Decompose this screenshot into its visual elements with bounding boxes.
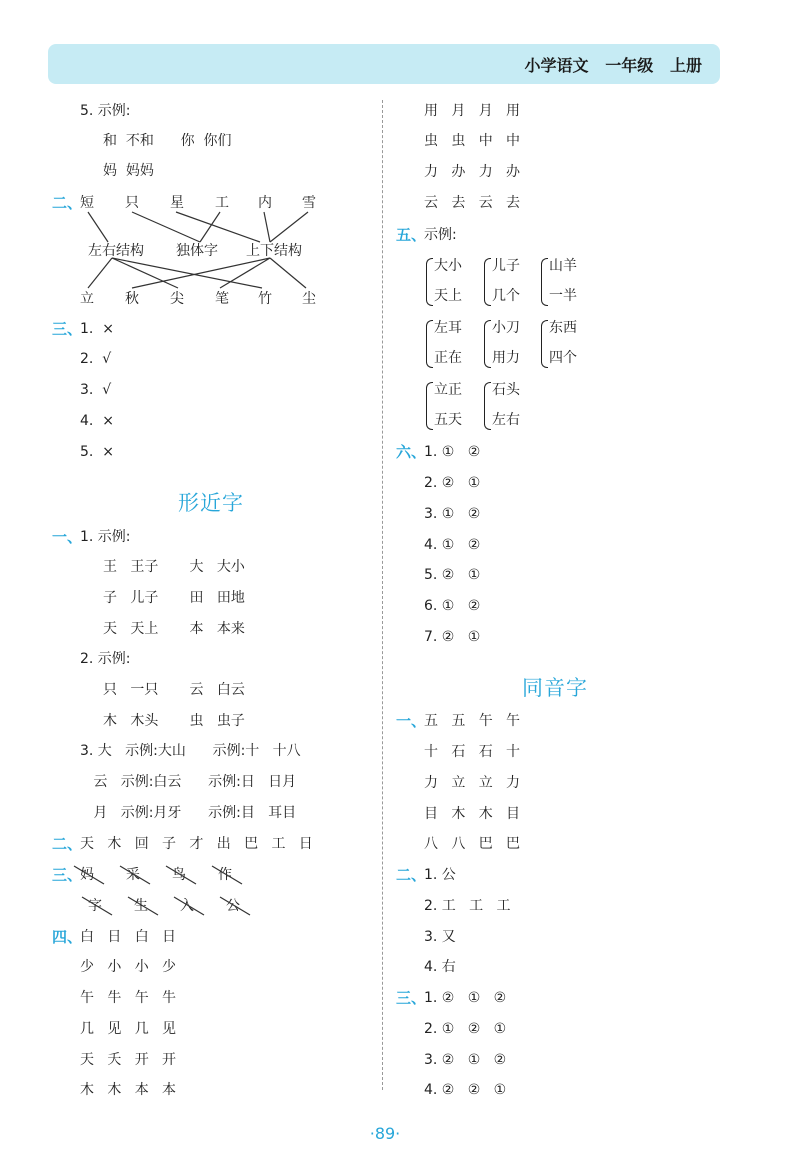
section-marker-er: 二、 — [52, 835, 83, 853]
section-marker-yi: 一、 — [396, 712, 427, 730]
section-title-tongyinzi: 同音字 — [522, 676, 588, 700]
match-top-char: 内 — [258, 195, 272, 211]
answer-row: 少 小 小 少 — [80, 959, 177, 975]
answer-row: 力 办 力 办 — [424, 164, 521, 180]
answer-row: 用 月 月 用 — [424, 103, 521, 119]
word: 儿子 — [492, 258, 520, 274]
match-top-char: 星 — [170, 195, 184, 211]
page-number: ·89· — [369, 1124, 401, 1143]
match-bottom-char: 尖 — [170, 291, 184, 307]
answer-row: 力 立 立 力 — [424, 775, 521, 791]
q1-label: 1. 示例: — [80, 529, 131, 545]
brace — [484, 258, 491, 306]
wu-label: 示例: — [424, 227, 457, 243]
struck-char: 入 — [180, 898, 194, 914]
struck-char: 妈 — [80, 867, 94, 883]
word: 用力 — [492, 350, 520, 366]
example-row: 月 示例:月牙 示例:目 耳目 — [80, 805, 297, 821]
answer-row: 天 木 回 子 才 出 巴 工 日 — [80, 836, 313, 852]
brace — [426, 320, 433, 368]
brace — [541, 320, 548, 368]
match-top-char: 短 — [80, 195, 94, 211]
q2-label: 2. 示例: — [80, 651, 131, 667]
strike-line — [220, 897, 250, 915]
section-marker-yi: 一、 — [52, 528, 83, 546]
word: 天上 — [434, 288, 462, 304]
answer-item: 1. ② ① ② — [424, 990, 507, 1006]
brace — [484, 320, 491, 368]
struck-char: 字 — [88, 898, 102, 914]
answer-item: 6. ① ② — [424, 598, 481, 614]
match-category: 左右结构 — [88, 243, 144, 259]
word: 左耳 — [434, 320, 462, 336]
strike-line — [128, 897, 158, 915]
answer-item: 1. 公 — [424, 867, 456, 883]
answer-row: 虫 虫 中 中 — [424, 133, 521, 149]
word: 四个 — [549, 350, 577, 366]
section-marker-liu: 六、 — [396, 443, 427, 461]
match-bottom-char: 竹 — [258, 291, 272, 307]
section-marker-wu: 五、 — [396, 226, 427, 244]
answer-item: 1. × — [80, 321, 114, 337]
q5-row: 和 不和 你 你们 — [103, 133, 232, 149]
match-category: 独体字 — [176, 243, 218, 259]
answer-item: 7. ② ① — [424, 629, 481, 645]
header-title: 小学语文 一年级 上册 — [524, 56, 702, 75]
brace — [541, 258, 548, 306]
strike-line — [212, 866, 242, 884]
section-marker-si: 四、 — [52, 928, 83, 946]
match-category: 上下结构 — [246, 243, 302, 259]
q5-row: 妈 妈妈 — [103, 163, 154, 179]
word: 几个 — [492, 288, 520, 304]
answer-row: 白 日 白 日 — [80, 929, 177, 945]
word: 左右 — [492, 412, 520, 428]
answer-item: 1. ① ② — [424, 444, 481, 460]
strike-line — [174, 897, 204, 915]
example-row: 3. 大 示例:大山 示例:十 十八 — [80, 743, 301, 759]
answer-item: 4. × — [80, 413, 114, 429]
word: 一半 — [549, 288, 577, 304]
match-top-char: 工 — [215, 195, 229, 211]
example-row: 只 一只 云 白云 — [103, 682, 245, 698]
answer-row: 目 木 木 目 — [424, 806, 521, 822]
word: 大小 — [434, 258, 462, 274]
section-marker-er: 二、 — [396, 866, 427, 884]
example-row: 天 天上 本 本来 — [103, 621, 245, 637]
answer-row: 天 夭 开 开 — [80, 1052, 177, 1068]
match-top-char: 雪 — [302, 195, 316, 211]
answer-row: 八 八 巴 巴 — [424, 836, 521, 852]
match-bottom-char: 秋 — [125, 291, 139, 307]
answer-item: 5. × — [80, 444, 114, 460]
brace — [426, 382, 433, 430]
section-marker-san: 三、 — [52, 866, 83, 884]
answer-item: 2. √ — [80, 351, 112, 367]
struck-char: 公 — [226, 898, 240, 914]
section-marker-san: 三、 — [52, 320, 83, 338]
match-bottom-char: 尘 — [302, 291, 316, 307]
match-bottom-char: 立 — [80, 291, 94, 307]
strike-line — [82, 897, 112, 915]
answer-row: 十 石 石 十 — [424, 744, 521, 760]
struck-char: 生 — [134, 898, 148, 914]
word: 东西 — [549, 320, 577, 336]
struck-char: 鸟 — [172, 867, 186, 883]
word: 立正 — [434, 382, 462, 398]
answer-row: 五 五 午 午 — [424, 713, 521, 729]
answer-row: 木 木 本 本 — [80, 1082, 177, 1098]
answer-item: 2. 工 工 工 — [424, 898, 511, 914]
strike-line — [120, 866, 150, 884]
brace — [484, 382, 491, 430]
answer-item: 4. ① ② — [424, 537, 481, 553]
brace — [426, 258, 433, 306]
section-marker-san: 三、 — [396, 989, 427, 1007]
word: 正在 — [434, 350, 462, 366]
strike-line — [166, 866, 196, 884]
answer-item: 3. 又 — [424, 929, 456, 945]
answer-item: 3. ① ② — [424, 506, 481, 522]
answer-item: 2. ① ② ① — [424, 1021, 507, 1037]
answer-item: 3. ② ① ② — [424, 1052, 507, 1068]
word: 山羊 — [549, 258, 577, 274]
section-title-xingjinzi: 形近字 — [178, 491, 244, 515]
struck-char: 作 — [218, 867, 232, 883]
word: 五天 — [434, 412, 462, 428]
word: 小刀 — [492, 320, 520, 336]
match-top-char: 只 — [125, 195, 139, 211]
answer-item: 4. 右 — [424, 959, 456, 975]
struck-char: 采 — [126, 867, 140, 883]
answer-row: 午 牛 午 牛 — [80, 990, 177, 1006]
example-row: 木 木头 虫 虫子 — [103, 713, 245, 729]
example-row: 子 儿子 田 田地 — [103, 590, 245, 606]
example-row: 云 示例:白云 示例:日 日月 — [80, 774, 297, 790]
section-marker-er: 二、 — [52, 194, 83, 212]
q5-label: 5. 示例: — [80, 103, 131, 119]
example-row: 王 王子 大 大小 — [103, 559, 245, 575]
strike-line — [74, 866, 104, 884]
answer-item: 5. ② ① — [424, 567, 481, 583]
answer-row: 云 去 云 去 — [424, 195, 521, 211]
answer-item: 3. √ — [80, 382, 112, 398]
word: 石头 — [492, 382, 520, 398]
answer-item: 2. ② ① — [424, 475, 481, 491]
match-bottom-char: 笔 — [215, 291, 229, 307]
answer-item: 4. ② ② ① — [424, 1082, 507, 1098]
answer-row: 几 见 几 见 — [80, 1021, 177, 1037]
